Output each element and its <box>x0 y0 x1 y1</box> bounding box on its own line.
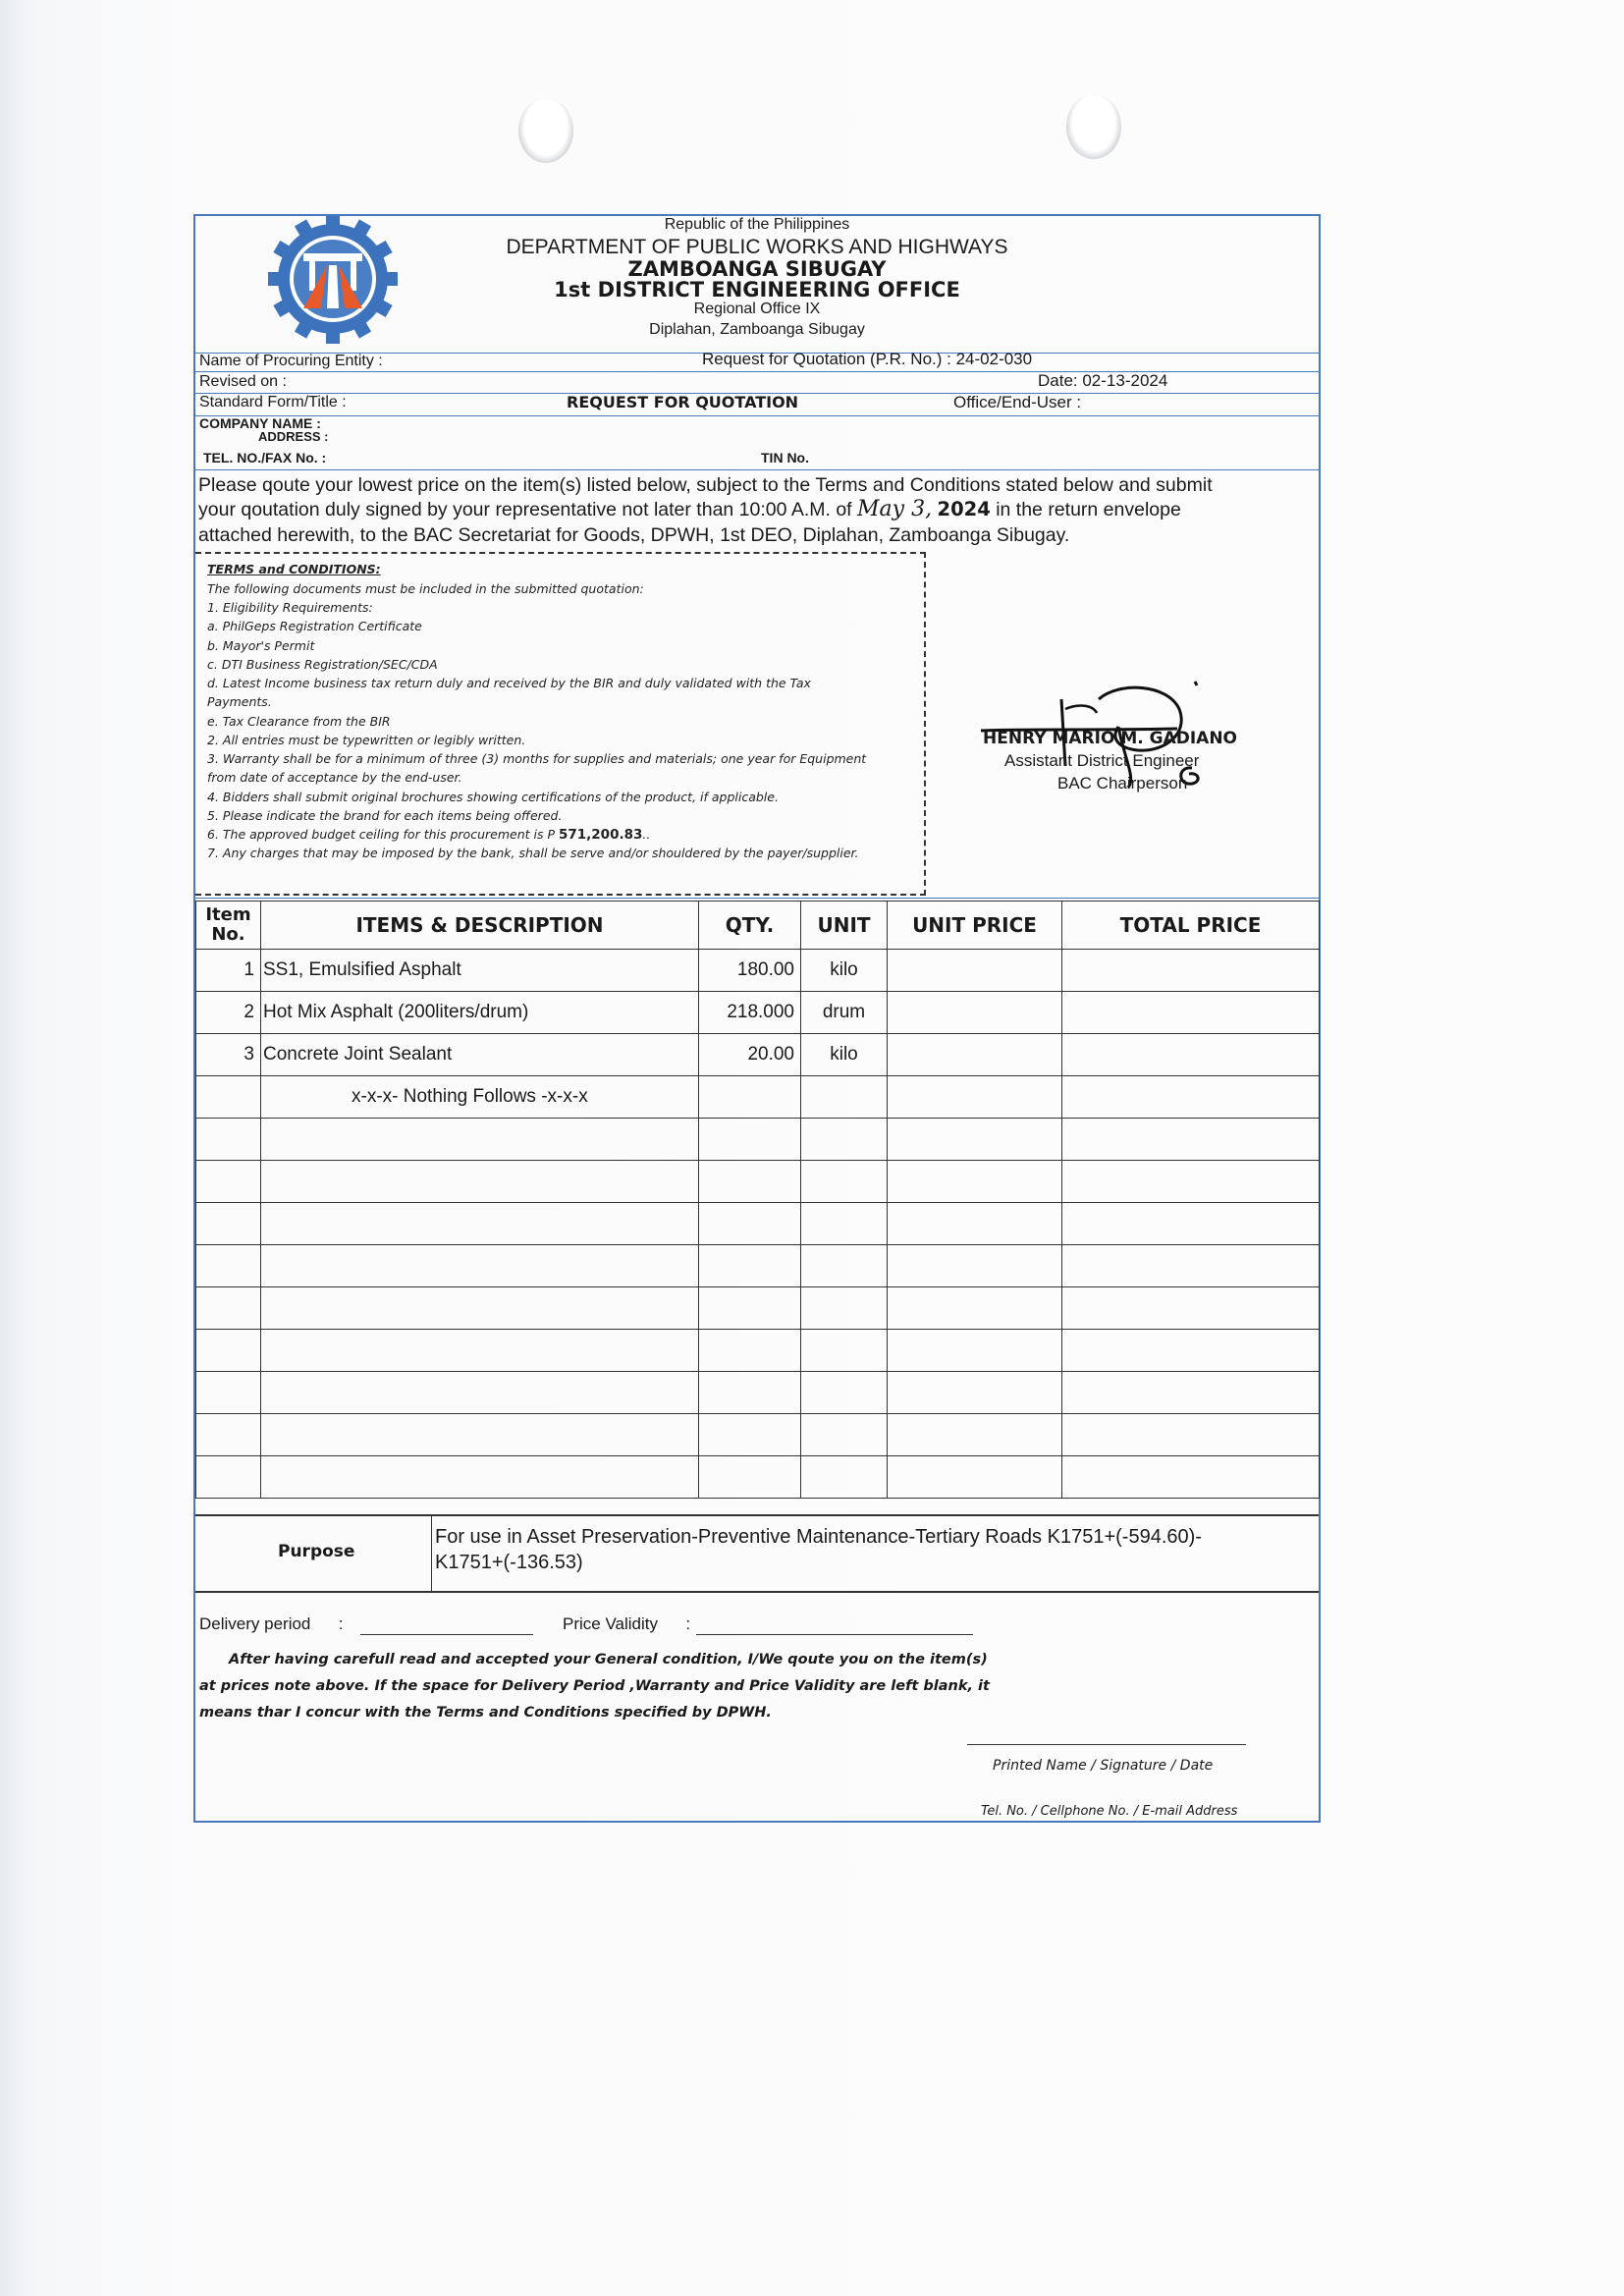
header-unit: UNIT <box>801 902 888 950</box>
printed-name-label: Printed Name / Signature / Date <box>993 1758 1214 1774</box>
table-row <box>196 1287 1320 1330</box>
item-qty: 180.00 <box>699 950 801 992</box>
intro-line-3: attached herewith, to the BAC Secretariat for Goods, DPWH, 1st DEO, Diplahan, Zamboanga Sibugay. <box>198 524 1070 546</box>
date-label: Date: 02-13-2024 <box>1038 371 1168 390</box>
item-desc: Concrete Joint Sealant <box>261 1034 699 1076</box>
delivery-period-field[interactable] <box>360 1634 533 1635</box>
terms-budget-line: 6. The approved budget ceiling for this procurement is P 571,200.83.. <box>207 827 651 843</box>
item-desc: Hot Mix Asphalt (200liters/drum) <box>261 992 699 1034</box>
header-province: ZAMBOANGA SIBUGAY <box>627 257 887 281</box>
terms-line: Payments. <box>207 694 272 709</box>
office-end-user-label: Office/End-User : <box>953 393 1082 411</box>
punch-hole-left <box>518 98 573 163</box>
item-desc: SS1, Emulsified Asphalt <box>261 950 699 992</box>
tel-fax-label: TEL. NO./FAX No. : <box>203 450 327 465</box>
total-price-cell[interactable] <box>1062 950 1320 992</box>
table-row <box>196 1372 1320 1414</box>
table-row <box>196 1034 1320 1076</box>
intro-line-2 <box>198 498 1181 521</box>
table-row <box>196 992 1320 1034</box>
header-item-no <box>196 902 261 950</box>
punch-hole-right <box>1066 94 1121 159</box>
unit-price-cell[interactable] <box>888 1034 1062 1076</box>
terms-line: 1. Eligibility Requirements: <box>207 600 373 615</box>
form-title: REQUEST FOR QUOTATION <box>567 393 799 411</box>
terms-line: 5. Please indicate the brand for each items being offered. <box>207 808 563 823</box>
intro-line-2c: in the return envelope <box>996 499 1181 520</box>
item-no: 2 <box>196 992 261 1034</box>
terms-title: TERMS and CONDITIONS: <box>207 562 381 576</box>
purpose-label: Purpose <box>278 1542 355 1561</box>
terms-line: b. Mayor's Permit <box>207 638 315 653</box>
table-row <box>196 1456 1320 1499</box>
terms-line: 3. Warranty shall be for a minimum of three (3) months for supplies and materials; one year for Equipment <box>207 751 867 766</box>
table-row <box>196 1203 1320 1245</box>
price-validity-field[interactable] <box>696 1634 973 1635</box>
acceptance-line-3: means thar I concur with the Terms and Conditions specified by DPWH. <box>199 1705 772 1721</box>
intro-line-2a: your qoutation duly signed by your representative not later than 10:00 A.M. of <box>198 499 852 520</box>
intro-line-1: Please qoute your lowest price on the item(s) listed below, subject to the Terms and Conditions stated below and submit <box>198 474 1213 496</box>
acceptance-line-2: at prices note above. If the space for Delivery Period ,Warranty and Price Validity are left blank, it <box>199 1678 990 1694</box>
header-department: DEPARTMENT OF PUBLIC WORKS AND HIGHWAYS <box>506 236 1008 258</box>
form-title-label: Standard Form/Title : <box>199 394 347 410</box>
item-qty: 218.000 <box>699 992 801 1034</box>
unit-price-cell[interactable] <box>888 950 1062 992</box>
table-row <box>196 1245 1320 1287</box>
terms-line: from date of acceptance by the end-user. <box>207 770 462 785</box>
signature-line[interactable] <box>967 1744 1246 1745</box>
table-row <box>196 1161 1320 1203</box>
item-unit: drum <box>801 992 888 1034</box>
unit-price-cell[interactable] <box>888 992 1062 1034</box>
header-total-price: TOTAL PRICE <box>1062 902 1320 950</box>
item-no: 1 <box>196 950 261 992</box>
terms-line: d. Latest Income business tax return duly and received by the BIR and duly validated with the Tax <box>207 676 811 690</box>
header-republic: Republic of the Philippines <box>664 216 850 233</box>
delivery-period-label: Delivery period : <box>199 1614 344 1633</box>
header-office: 1st DISTRICT ENGINEERING OFFICE <box>554 278 960 301</box>
budget-amount: 571,200.83 <box>558 827 643 843</box>
terms-line: 2. All entries must be typewritten or legibly written. <box>207 733 526 747</box>
total-price-cell[interactable] <box>1062 992 1320 1034</box>
purpose-section <box>195 1514 1319 1593</box>
acceptance-line-1: After having carefull read and accepted your General condition, I/We qoute you on the item(s) <box>229 1652 988 1667</box>
table-row <box>196 1330 1320 1372</box>
terms-line: c. DTI Business Registration/SEC/CDA <box>207 657 438 672</box>
address-label: ADDRESS : <box>258 429 329 444</box>
header-description: ITEMS & DESCRIPTION <box>261 902 699 950</box>
item-unit: kilo <box>801 950 888 992</box>
contact-label: Tel. No. / Cellphone No. / E-mail Address <box>981 1804 1238 1819</box>
total-price-cell[interactable] <box>1062 1034 1320 1076</box>
tin-label: TIN No. <box>761 450 809 465</box>
header-item-line2: No. <box>211 924 245 945</box>
rfq-number: Request for Quotation (P.R. No.) : 24-02-030 <box>702 350 1033 368</box>
item-no: 3 <box>196 1034 261 1076</box>
handwritten-date: May 3, <box>857 497 933 521</box>
table-row <box>196 950 1320 992</box>
signatory-name: HENRY MARIO M. GADIANO <box>983 729 1237 748</box>
terms-line: The following documents must be included in the submitted quotation: <box>207 581 644 596</box>
company-name-label: COMPANY NAME : <box>199 415 321 431</box>
procuring-entity-label: Name of Procuring Entity : <box>199 353 383 369</box>
terms-and-conditions <box>195 552 926 896</box>
items-table <box>195 901 1320 1499</box>
table-row <box>196 1119 1320 1161</box>
header-unit-price: UNIT PRICE <box>888 902 1062 950</box>
table-header-row <box>196 902 1320 950</box>
header-address: Diplahan, Zamboanga Sibugay <box>649 321 865 338</box>
terms-line: 4. Bidders shall submit original brochures showing certifications of the product, if applicable. <box>207 790 779 804</box>
purpose-text-2: K1751+(-136.53) <box>435 1552 583 1573</box>
intro-year: 2024 <box>937 498 991 520</box>
signatory-role: BAC Chairperson <box>1057 774 1188 793</box>
item-unit: kilo <box>801 1034 888 1076</box>
item-qty: 20.00 <box>699 1034 801 1076</box>
purpose-text-1: For use in Asset Preservation-Preventive Maintenance-Tertiary Roads K1751+(-594.60)- <box>435 1526 1202 1548</box>
table-row <box>196 1076 1320 1119</box>
terms-line: e. Tax Clearance from the BIR <box>207 714 391 729</box>
header-item-line1: Item <box>205 904 251 925</box>
table-row <box>196 1414 1320 1456</box>
terms-budget-text: 6. The approved budget ceiling for this procurement is P <box>207 827 555 842</box>
revised-on-label: Revised on : <box>199 373 287 390</box>
header-qty: QTY. <box>699 902 801 950</box>
nothing-follows: x-x-x- Nothing Follows -x-x-x <box>261 1076 699 1119</box>
terms-line: 7. Any charges that may be imposed by the bank, shall be serve and/or shouldered by the payer/supplier. <box>207 846 859 860</box>
terms-line: a. PhilGeps Registration Certificate <box>207 619 422 633</box>
signatory-position: Assistant District Engineer <box>1004 751 1200 770</box>
rfq-form <box>193 214 1321 1823</box>
header-region: Regional Office IX <box>693 301 821 317</box>
price-validity-label: Price Validity : <box>563 1614 691 1633</box>
